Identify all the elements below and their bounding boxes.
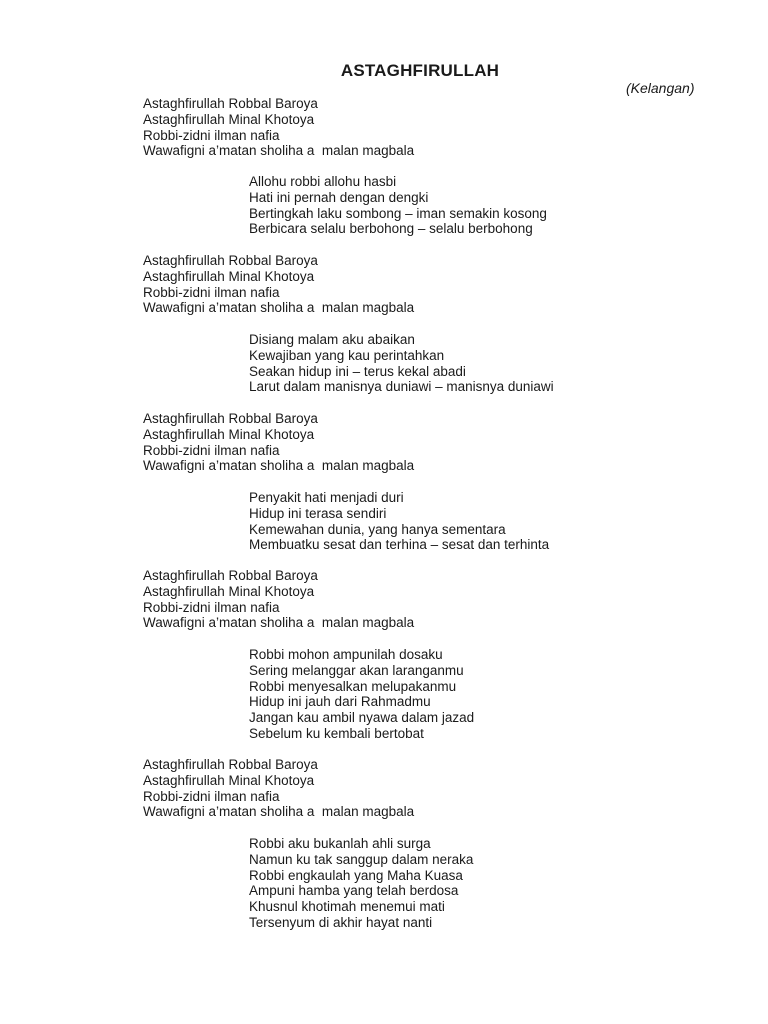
stanza-verse (249, 836, 473, 931)
lyric-line: Jangan kau ambil nyawa dalam jazad (249, 710, 475, 726)
lyric-line: Sering melanggar akan laranganmu (249, 662, 464, 678)
lyric-line: Seakan hidup ini – terus kekal abadi (249, 363, 466, 379)
lyric-line: Astaghfirullah Robbal Baroya (143, 96, 318, 111)
lyric-line: Namun ku tak sanggup dalam neraka (249, 851, 474, 867)
lyric-line: Robbi menyesalkan melupakanmu (249, 678, 457, 694)
lyric-line: Wawafigni a’matan sholiha a malan magbala (143, 300, 415, 316)
lyric-line: Allohu robbi allohu hasbi (249, 174, 397, 189)
stanza-chorus (143, 253, 414, 316)
lyric-line: Robbi engkaulah yang Maha Kuasa (249, 867, 463, 883)
stanza-chorus (143, 96, 414, 159)
lyric-line: Disiang malam aku abaikan (249, 332, 415, 347)
page-subtitle: (Kelangan) (626, 80, 695, 96)
lyric-line: Astaghfirullah Robbal Baroya (143, 253, 318, 268)
lyric-line: Astaghfirullah Minal Khotoya (143, 772, 315, 788)
stanza-chorus (143, 568, 414, 631)
lyric-line: Kewajiban yang kau perintahkan (249, 347, 445, 363)
lyric-line: Astaghfirullah Minal Khotoya (143, 426, 315, 442)
lyric-line: Astaghfirullah Robbal Baroya (143, 568, 318, 583)
lyric-line: Robbi-zidni ilman nafia (143, 788, 280, 804)
lyric-line: Robbi-zidni ilman nafia (143, 284, 280, 300)
lyric-line: Robbi-zidni ilman nafia (143, 442, 280, 458)
lyric-line: Penyakit hati menjadi duri (249, 490, 404, 505)
lyric-line: Astaghfirullah Minal Khotoya (143, 111, 315, 127)
stanza-verse (249, 332, 554, 395)
lyric-line: Astaghfirullah Robbal Baroya (143, 757, 318, 772)
stanza-verse (249, 490, 549, 553)
lyric-line: Robbi-zidni ilman nafia (143, 127, 280, 143)
lyric-line: Wawafigni a’matan sholiha a malan magbala (143, 143, 415, 159)
lyric-line: Robbi-zidni ilman nafia (143, 599, 280, 615)
lyric-line: Tersenyum di akhir hayat nanti (249, 914, 433, 930)
stanza-verse (249, 174, 547, 237)
lyric-line: Larut dalam manisnya duniawi – manisnya duniawi (249, 379, 554, 395)
lyric-line: Astaghfirullah Robbal Baroya (143, 411, 318, 426)
lyric-line: Wawafigni a’matan sholiha a malan magbala (143, 804, 415, 820)
lyric-line: Astaghfirullah Minal Khotoya (143, 268, 315, 284)
lyric-line: Hati ini pernah dengan dengki (249, 189, 429, 205)
lyric-line: Kemewahan dunia, yang hanya sementara (249, 521, 506, 537)
lyric-line: Hidup ini jauh dari Rahmadmu (249, 694, 431, 710)
stanza-verse (249, 647, 474, 742)
lyric-line: Berbicara selalu berbohong – selalu berbohong (249, 221, 533, 237)
lyric-line: Ampuni hamba yang telah berdosa (249, 883, 459, 899)
lyric-line: Wawafigni a’matan sholiha a malan magbala (143, 458, 415, 474)
stanza-chorus (143, 411, 414, 474)
page-title: ASTAGHFIRULLAH (340, 61, 500, 80)
lyric-line: Khusnul khotimah menemui mati (249, 899, 445, 915)
lyric-line: Wawafigni a’matan sholiha a malan magbala (143, 615, 415, 631)
lyric-line: Membuatku sesat dan terhina – sesat dan terhinta (249, 537, 550, 553)
stanza-chorus (143, 757, 414, 820)
lyric-line: Sebelum ku kembali bertobat (249, 725, 424, 741)
lyric-line: Astaghfirullah Minal Khotoya (143, 583, 315, 599)
lyric-line: Robbi mohon ampunilah dosaku (249, 647, 443, 662)
lyric-line: Hidup ini terasa sendiri (249, 505, 387, 521)
lyric-line: Robbi aku bukanlah ahli surga (249, 836, 431, 851)
lyric-line: Bertingkah laku sombong – iman semakin kosong (249, 205, 547, 221)
